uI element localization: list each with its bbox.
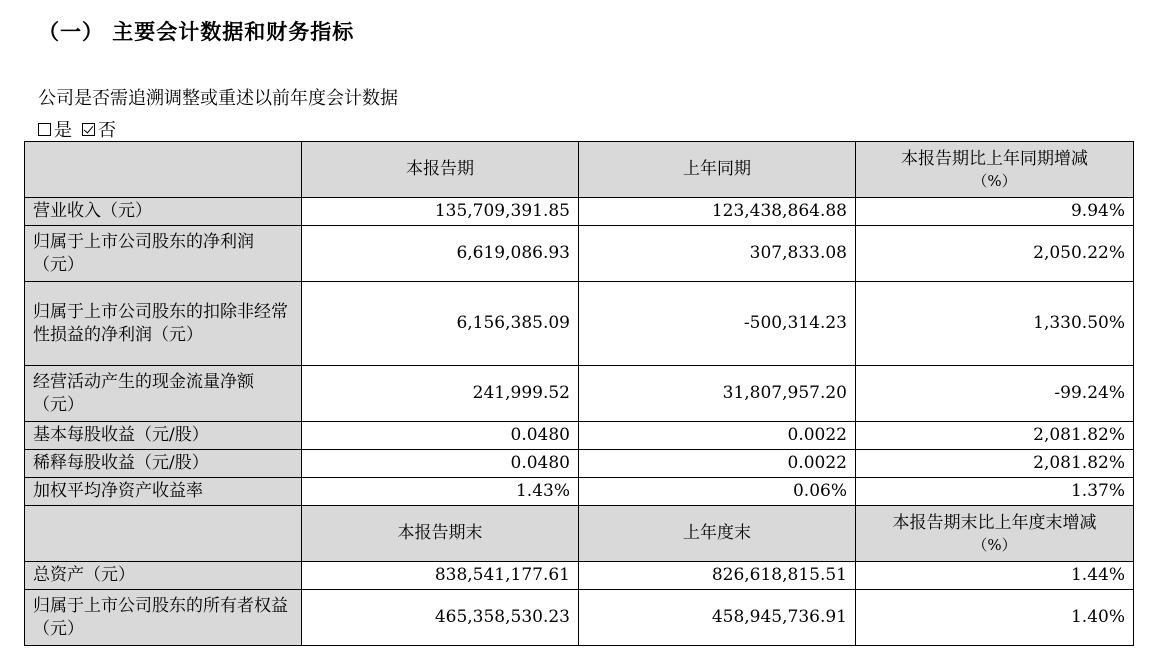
row-current-value: 838,541,177.61 bbox=[302, 562, 579, 590]
header-change-year-end-unit: （%） bbox=[972, 536, 1017, 554]
header-prior-period: 上年同期 bbox=[579, 142, 856, 198]
row-current-value: 0.0480 bbox=[302, 422, 579, 450]
header-current-period: 本报告期 bbox=[302, 142, 579, 198]
table-row bbox=[25, 590, 1134, 646]
row-current-value: 135,709,391.85 bbox=[302, 198, 579, 226]
row-current-value: 465,358,530.23 bbox=[302, 590, 579, 646]
row-change-value: 1.37% bbox=[856, 478, 1134, 506]
row-prior-value: 307,833.08 bbox=[579, 226, 856, 282]
checkbox-yes[interactable] bbox=[38, 123, 51, 136]
header-prior-year-end: 上年度末 bbox=[579, 506, 856, 562]
table-row bbox=[25, 478, 1134, 506]
row-current-value: 6,619,086.93 bbox=[302, 226, 579, 282]
table2-header-row bbox=[25, 506, 1134, 562]
row-prior-value: -500,314.23 bbox=[579, 282, 856, 366]
row-change-value: 2,050.22% bbox=[856, 226, 1134, 282]
table-row bbox=[25, 422, 1134, 450]
financial-indicators-table bbox=[24, 141, 1134, 646]
row-label: 营业收入（元） bbox=[25, 198, 302, 226]
row-label: 归属于上市公司股东的净利润（元） bbox=[25, 226, 302, 282]
option-yes[interactable] bbox=[38, 116, 72, 142]
row-label: 经营活动产生的现金流量净额（元） bbox=[25, 366, 302, 422]
header-change-year-end-title: 本报告期末比上年度末增减 bbox=[892, 513, 1097, 533]
row-current-value: 1.43% bbox=[302, 478, 579, 506]
table-row bbox=[25, 198, 1134, 226]
restatement-options bbox=[38, 116, 116, 142]
row-change-value: 1.44% bbox=[856, 562, 1134, 590]
row-label: 加权平均净资产收益率 bbox=[25, 478, 302, 506]
row-label: 基本每股收益（元/股） bbox=[25, 422, 302, 450]
row-change-value: 9.94% bbox=[856, 198, 1134, 226]
row-prior-value: 0.0022 bbox=[579, 422, 856, 450]
row-prior-value: 826,618,815.51 bbox=[579, 562, 856, 590]
table-row bbox=[25, 562, 1134, 590]
table-row bbox=[25, 226, 1134, 282]
row-change-value: -99.24% bbox=[856, 366, 1134, 422]
row-current-value: 241,999.52 bbox=[302, 366, 579, 422]
row-change-value: 2,081.82% bbox=[856, 422, 1134, 450]
option-no[interactable] bbox=[82, 116, 116, 142]
header-period-end: 本报告期末 bbox=[302, 506, 579, 562]
table-row bbox=[25, 366, 1134, 422]
row-change-value: 1,330.50% bbox=[856, 282, 1134, 366]
row-current-value: 0.0480 bbox=[302, 450, 579, 478]
table-row bbox=[25, 450, 1134, 478]
row-prior-value: 123,438,864.88 bbox=[579, 198, 856, 226]
row-label: 归属于上市公司股东的扣除非经常性损益的净利润（元） bbox=[25, 282, 302, 366]
row-label: 归属于上市公司股东的所有者权益（元） bbox=[25, 590, 302, 646]
option-no-label: 否 bbox=[98, 120, 116, 141]
table-row bbox=[25, 282, 1134, 366]
header-blank-cell bbox=[25, 142, 302, 198]
row-current-value: 6,156,385.09 bbox=[302, 282, 579, 366]
header-change-title: 本报告期比上年同期增减 bbox=[901, 149, 1088, 169]
section-heading: （一） 主要会计数据和财务指标 bbox=[38, 20, 355, 44]
row-change-value: 1.40% bbox=[856, 590, 1134, 646]
row-prior-value: 458,945,736.91 bbox=[579, 590, 856, 646]
header-change-year-end bbox=[856, 506, 1134, 562]
row-prior-value: 0.06% bbox=[579, 478, 856, 506]
row-change-value: 2,081.82% bbox=[856, 450, 1134, 478]
checkbox-no-checked[interactable] bbox=[82, 123, 95, 136]
row-label: 总资产（元） bbox=[25, 562, 302, 590]
option-yes-label: 是 bbox=[54, 120, 72, 141]
row-prior-value: 31,807,957.20 bbox=[579, 366, 856, 422]
header-blank-cell bbox=[25, 506, 302, 562]
header-change-unit: （%） bbox=[972, 172, 1017, 190]
restatement-question: 公司是否需追溯调整或重述以前年度会计数据 bbox=[38, 88, 398, 109]
table1-header-row bbox=[25, 142, 1134, 198]
row-label: 稀释每股收益（元/股） bbox=[25, 450, 302, 478]
row-prior-value: 0.0022 bbox=[579, 450, 856, 478]
header-change bbox=[856, 142, 1134, 198]
